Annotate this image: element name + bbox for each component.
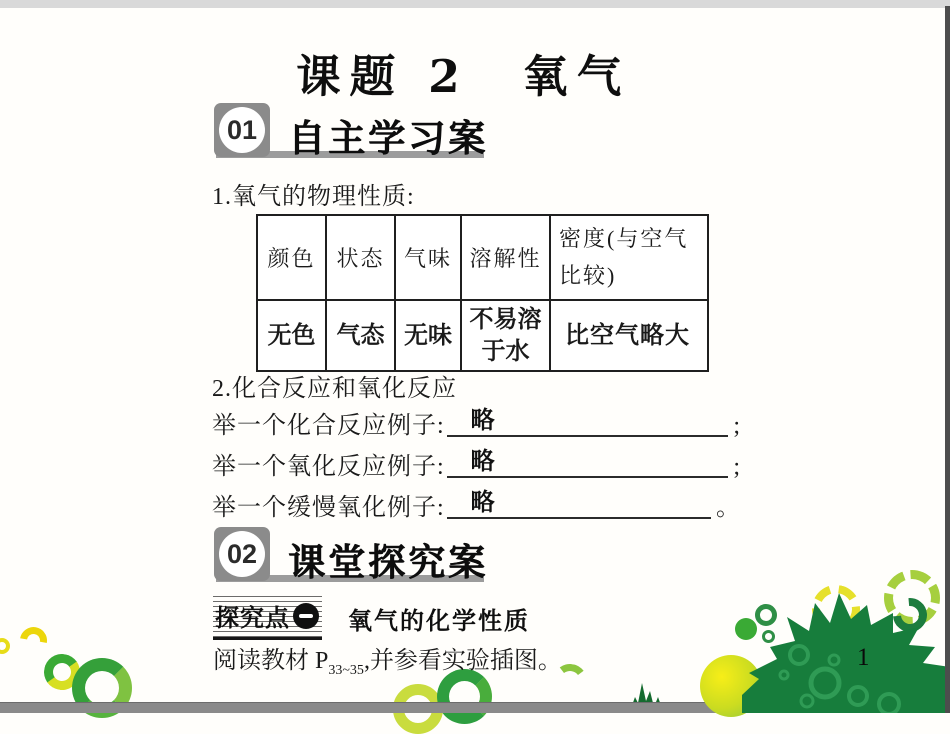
blank-label: 举一个氧化反应例子: (212, 454, 445, 480)
blank-lines (212, 399, 740, 522)
blank-row-oxidation (212, 440, 740, 481)
section-title: 自主学习案 (288, 117, 488, 160)
table-value-solubility: 不易溶于水 (461, 300, 550, 371)
explore-point-badge (213, 596, 322, 640)
reading-instruction (213, 640, 562, 678)
leaf-icon (737, 583, 950, 713)
right-frame-bar (945, 6, 950, 713)
page-number: 1 (857, 644, 870, 671)
yellow-arc-decoration (15, 622, 53, 660)
blank-label: 举一个化合反应例子: (212, 413, 445, 439)
section-header-class-exploration (214, 527, 488, 585)
explore-point-label: 探究点 (215, 604, 290, 632)
table-value-smell: 无味 (395, 300, 461, 371)
table-header-density: 密度(与空气比较) (550, 215, 708, 300)
answer-underline (447, 441, 729, 478)
table-value-color: 无色 (257, 300, 326, 371)
table-value-density: 比空气略大 (550, 300, 708, 371)
section-number: 02 (219, 531, 265, 577)
answer-text: 略 (470, 447, 495, 475)
section-number-badge (214, 103, 270, 157)
answer-underline (447, 482, 711, 519)
answer-text: 略 (470, 406, 495, 434)
reading-prefix: 阅读教材 P (213, 648, 329, 674)
blank-label: 举一个缓慢氧化例子: (212, 495, 445, 521)
reading-suffix: ,并参看实验插图。 (363, 648, 562, 674)
table-header-state: 状态 (326, 215, 395, 300)
green-ring-decoration (437, 669, 492, 724)
item2-label: 2.化合反应和氧化反应 (212, 376, 457, 402)
table-header-solubility: 溶解性 (461, 215, 550, 300)
page-title: 课题 2 氧气 (294, 50, 632, 103)
answer-text: 略 (470, 488, 495, 516)
circled-one-icon (293, 603, 319, 629)
table-value-row (257, 300, 708, 371)
section-number-badge (214, 527, 270, 581)
section-header-self-study (214, 103, 488, 161)
item1-label: 1.氧气的物理性质: (212, 184, 415, 210)
punctuation: ; (733, 454, 740, 480)
table-header-color: 颜色 (257, 215, 326, 300)
one-glyph (299, 614, 313, 618)
explore-point-title: 氧气的化学性质 (348, 606, 530, 635)
page-range-subscript: 33~35 (328, 662, 364, 678)
blank-row-slow-oxidation (212, 481, 740, 522)
physical-properties-table (256, 214, 709, 372)
punctuation: ; (733, 413, 740, 439)
table-header-row (257, 215, 708, 300)
punctuation: 。 (716, 495, 740, 521)
top-frame-bar (0, 0, 950, 8)
section-number: 01 (219, 107, 265, 153)
section-title: 课堂探究案 (288, 541, 488, 584)
table-value-state: 气态 (326, 300, 395, 371)
blank-row-combination (212, 399, 740, 440)
explore-point-row (213, 596, 530, 640)
answer-underline (447, 400, 729, 437)
table-header-smell: 气味 (395, 215, 461, 300)
yellow-ring-decoration (0, 638, 10, 654)
